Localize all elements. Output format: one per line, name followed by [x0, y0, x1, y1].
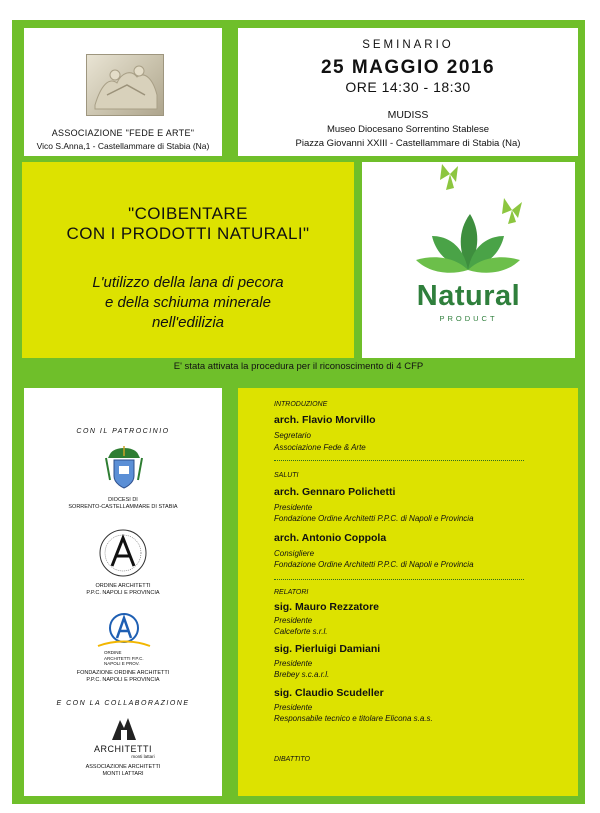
seminar-venue: MUDISS — [387, 109, 429, 121]
section-intro-label: INTRODUZIONE — [274, 401, 328, 408]
speaker-role: Presidente — [274, 659, 313, 668]
speaker-org: Calceforte s.r.l. — [274, 627, 328, 636]
greeting-speaker-name: arch. Gennaro Polichetti — [274, 486, 396, 498]
speaker-name: sig. Mauro Rezzatore — [274, 601, 380, 613]
seminar-date: 25 MAGGIO 2016 — [320, 57, 496, 78]
subtitle-line-3: nell'edilizia — [151, 314, 225, 331]
association-panel — [24, 28, 222, 156]
patronage-heading: CON IL PATROCINIO — [76, 428, 170, 435]
greeting-speaker-org: Fondazione Ordine Architetti P.P.C. di Napoli e Provincia — [274, 514, 474, 523]
seminar-subtitle — [22, 273, 354, 333]
subtitle-line-2: e della schiuma minerale — [105, 294, 271, 311]
seminar-address: Piazza Giovanni XXIII - Castellammare di Stabia (Na) — [295, 138, 521, 149]
patronage-panel — [24, 388, 222, 796]
intro-speaker-role: Segretario — [274, 431, 311, 440]
diocese-coat-of-arms-icon — [104, 444, 144, 494]
speaker-name: sig. Claudio Scudeller — [274, 687, 384, 699]
association-name: ASSOCIAZIONE "FEDE E ARTE" — [51, 128, 195, 138]
speaker-name: sig. Pierluigi Damiani — [274, 643, 381, 655]
greeting-speaker-org: Fondazione Ordine Architetti P.P.C. di Napoli e Provincia — [274, 560, 474, 569]
speaker-org: Responsabile tecnico e titolare Elicona s.a.s. — [274, 714, 433, 723]
section-speakers-label: RELATORI — [274, 589, 309, 596]
diocese-label: DIOCESI DI SORRENTO-CASTELLAMMARE DI STABIA — [68, 497, 178, 510]
intro-speaker-name: arch. Flavio Morvillo — [274, 414, 376, 426]
greeting-speaker-role: Presidente — [274, 503, 313, 512]
greeting-speaker-role: Consigliere — [274, 549, 315, 558]
monti-lattari-logo-icon — [110, 714, 138, 742]
section-divider — [274, 579, 524, 580]
speaker-org: Brebey s.c.a.r.l. — [274, 670, 330, 679]
collaboration-heading: E CON LA COLLABORAZIONE — [56, 700, 190, 707]
speaker-role: Presidente — [274, 616, 313, 625]
leaf-butterfly-icon — [362, 162, 575, 282]
cfp-notice: E' stata attivata la procedura per il riconoscimento di 4 CFP — [173, 361, 424, 372]
bas-relief-image — [86, 54, 164, 116]
greeting-speaker-name: arch. Antonio Coppola — [274, 532, 387, 544]
collab-logo-sub: monti lattari — [131, 754, 155, 759]
natural-product-logo — [362, 162, 575, 358]
intro-speaker-org: Associazione Fede & Arte — [274, 443, 366, 452]
architects-order-label: ORDINE ARCHITETTI P.P.C. NAPOLI E PROVINCIA — [86, 583, 160, 596]
seminar-time: ORE 14:30 - 18:30 — [345, 79, 471, 95]
association-address: Vico S.Anna,1 - Castellammare di Stabia (Na) — [36, 141, 210, 151]
seminar-panel — [238, 28, 578, 156]
architects-order-seal-icon — [98, 528, 148, 578]
subtitle-line-1: L'utilizzo della lana di pecora — [92, 274, 284, 291]
section-greetings-label: SALUTI — [274, 472, 299, 479]
section-divider — [274, 460, 524, 461]
program-panel — [238, 388, 578, 796]
seminar-title — [22, 204, 354, 244]
title-line-2: CON I PRODOTTI NATURALI" — [66, 224, 310, 243]
title-panel — [22, 162, 354, 358]
section-debate-label: DIBATTITO — [274, 756, 310, 763]
seminar-label: SEMINARIO — [362, 39, 454, 51]
title-line-1: "COIBENTARE — [128, 204, 248, 223]
logo-word: Natural — [416, 280, 521, 312]
collab-logo-word: ARCHITETTI — [94, 744, 152, 754]
logo-tagline: PRODUCT — [439, 314, 498, 323]
foundation-label: FONDAZIONE ORDINE ARCHITETTI P.P.C. NAPOLI E PROVINCIA — [76, 670, 170, 683]
poster-frame — [12, 20, 585, 804]
seminar-venue-full: Museo Diocesano Sorrentino Stablese — [326, 124, 490, 135]
foundation-logo-icon — [96, 610, 152, 650]
speaker-role: Presidente — [274, 703, 313, 712]
collaboration-label: ASSOCIAZIONE ARCHITETTI MONTI LATTARI — [85, 764, 161, 777]
foundation-logo-text: ORDINE ARCHITETTI P.P.C. NAPOLI E PROV. — [104, 650, 144, 666]
